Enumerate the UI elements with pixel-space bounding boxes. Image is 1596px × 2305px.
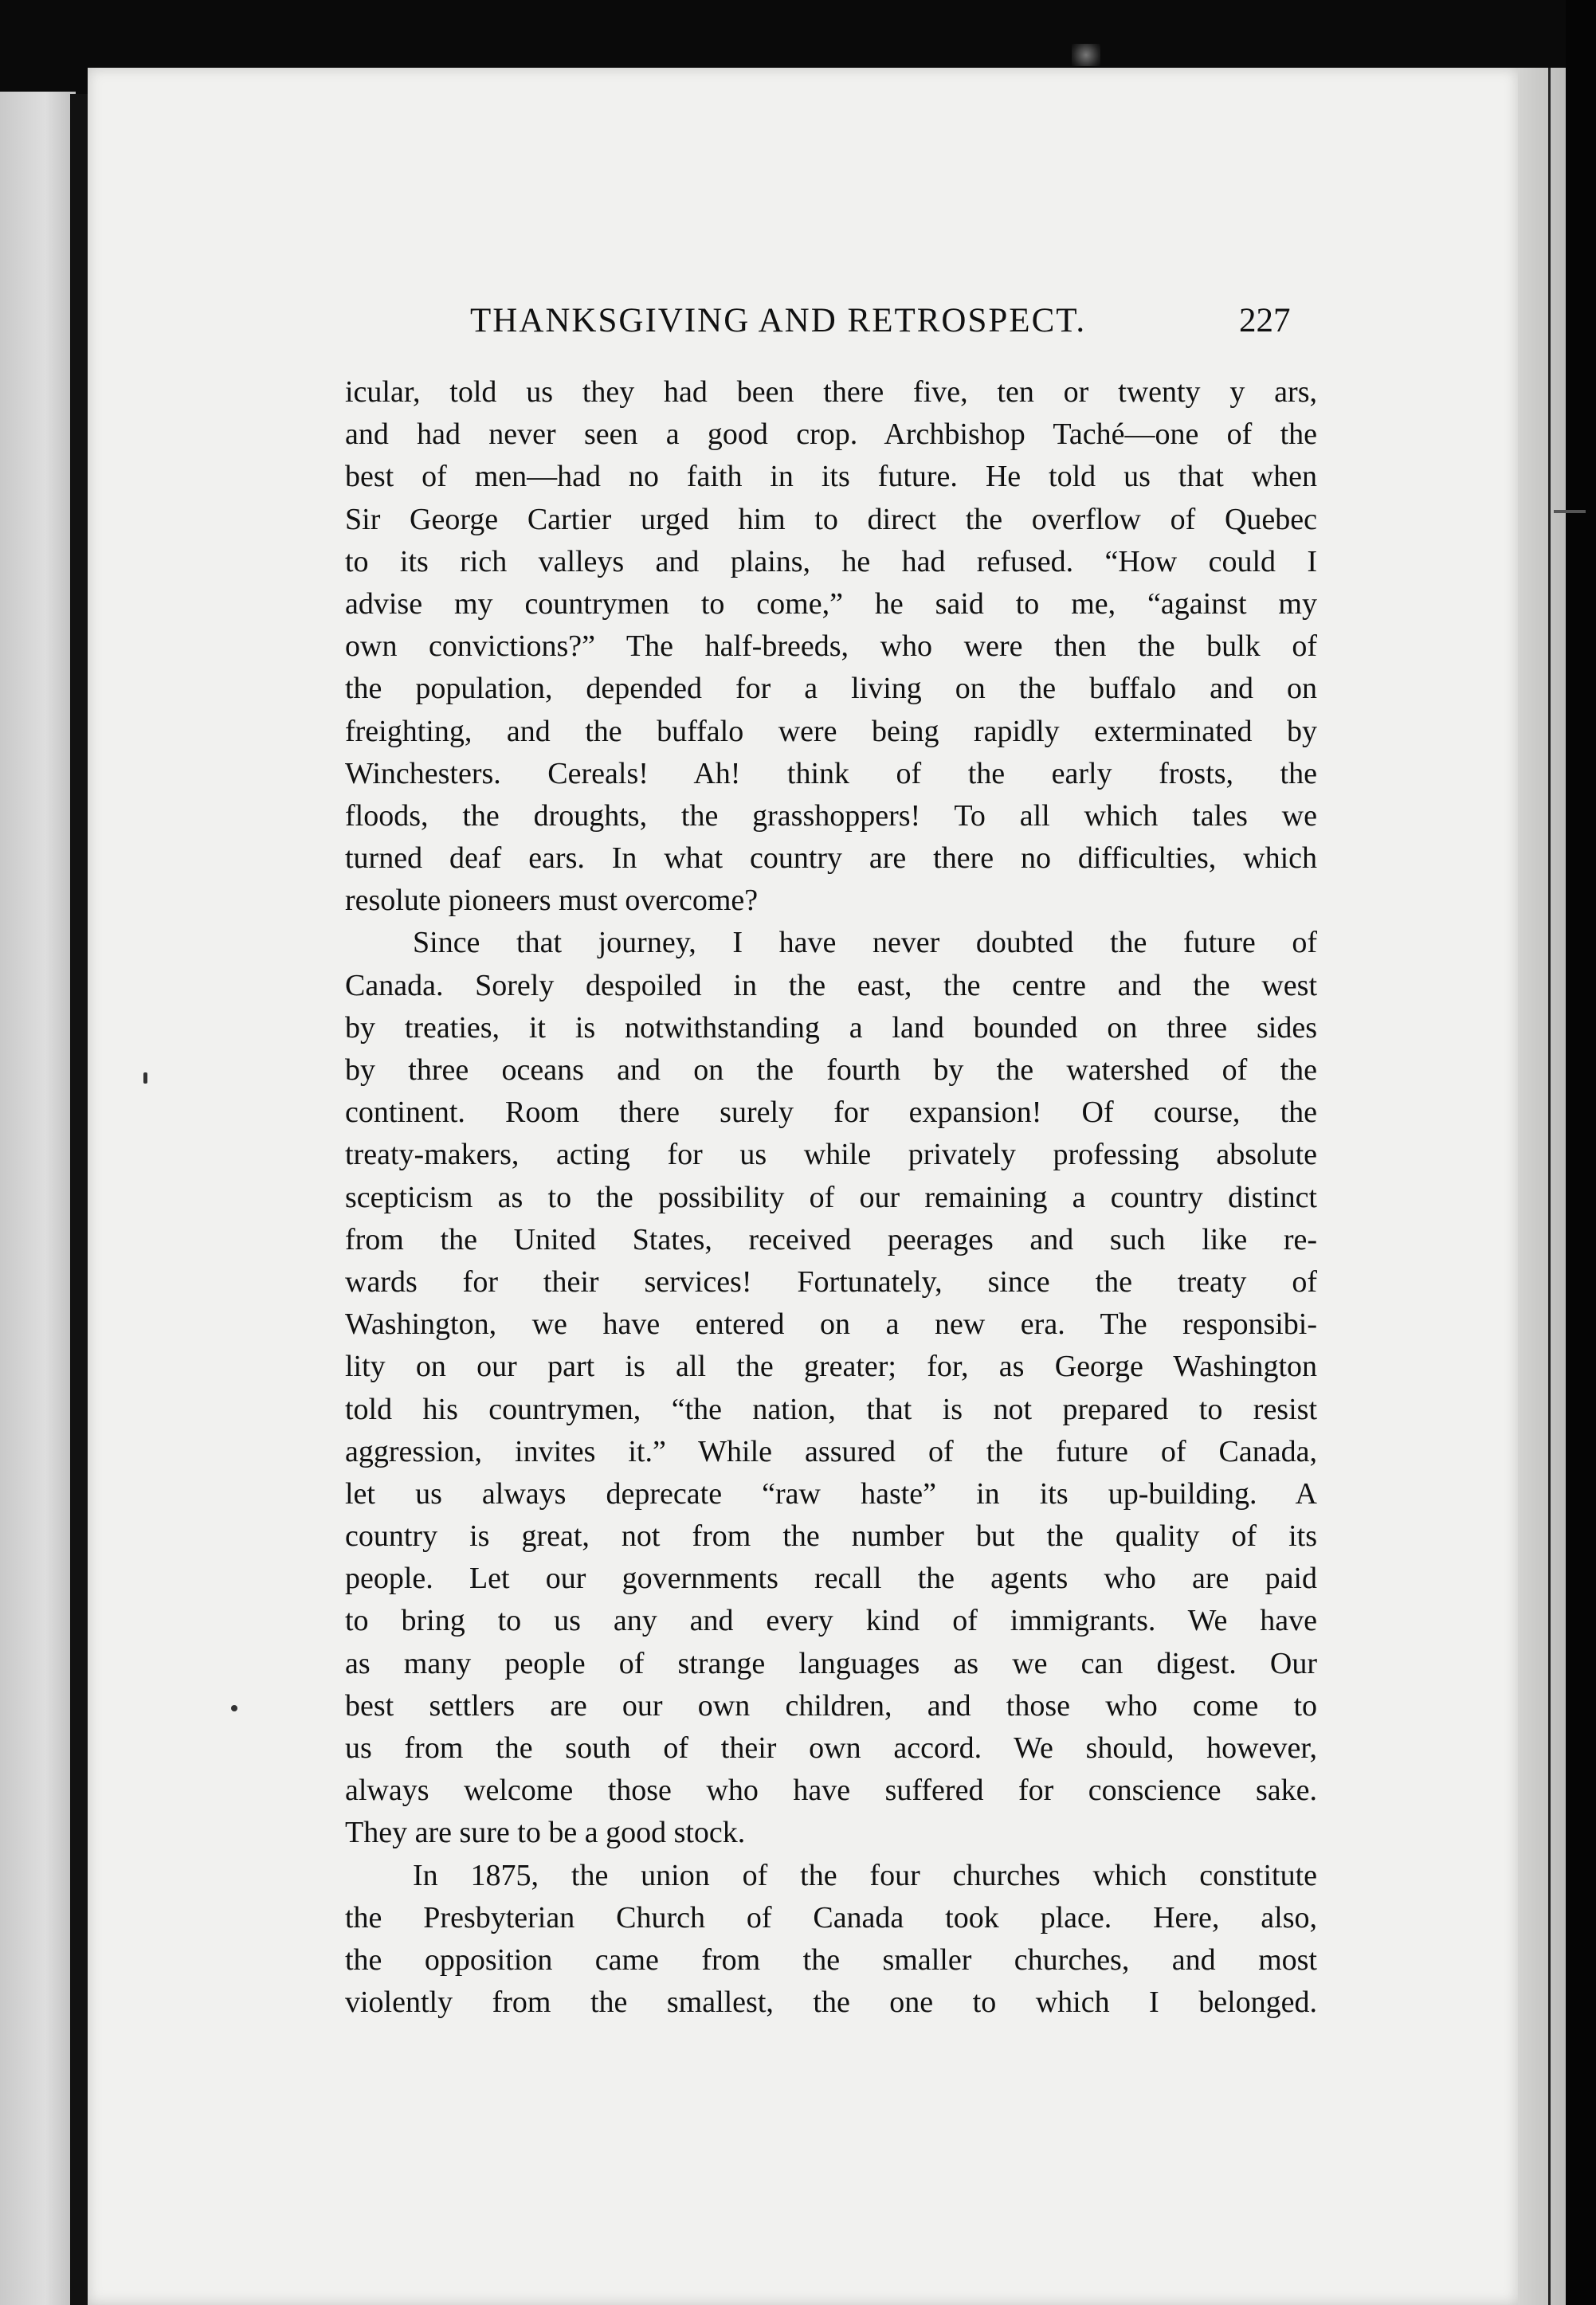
body-text <box>345 371 1317 2024</box>
page-border-line <box>1548 68 1551 2305</box>
text-line: violently from the smallest, the one to which I belonged. <box>345 1986 1317 2020</box>
running-head: THANKSGIVING AND RETROSPECT. <box>470 302 1087 339</box>
text-line: treaty-makers, acting for us while privately professing absolute <box>345 1138 1317 1172</box>
scan-smudge <box>1072 44 1100 66</box>
text-line: us from the south of their own accord. We should, however, <box>345 1731 1317 1765</box>
text-line: by treaties, it is notwithstanding a land bounded on three sides <box>345 1010 1317 1045</box>
text-line: always welcome those who have suffered for conscience sake. <box>345 1774 1317 1808</box>
text-line: wards for their services! Fortunately, since the treaty of <box>345 1264 1317 1299</box>
text-line: and had never seen a good crop. Archbishop Taché—one of the <box>345 417 1317 452</box>
text-line: to bring to us any and every kind of immigrants. We have <box>345 1604 1317 1638</box>
page-edge-right <box>1518 68 1566 2305</box>
scan-speck <box>143 1072 147 1084</box>
page-number: 227 <box>1239 302 1291 339</box>
text-line: lity on our part is all the greater; for, as George Washington <box>345 1350 1317 1384</box>
text-line: the Presbyterian Church of Canada took place. Here, also, <box>345 1900 1317 1935</box>
text-line: the population, depended for a living on the buffalo and on <box>345 672 1317 706</box>
text-line: floods, the droughts, the grasshoppers! To all which tales we <box>345 798 1317 833</box>
scan-mark <box>1554 510 1586 513</box>
text-line: as many people of strange languages as we can digest. Our <box>345 1646 1317 1680</box>
text-line: best of men—had no faith in its future. He told us that when <box>345 460 1317 494</box>
text-line: resolute pioneers must overcome? <box>345 884 759 918</box>
text-line: own convictions?” The half-breeds, who were then the bulk of <box>345 629 1317 664</box>
text-line: to its rich valleys and plains, he had refused. “How could I <box>345 544 1317 578</box>
text-line: icular, told us they had been there five, ten or twenty y ars, <box>345 375 1317 409</box>
text-line: by three oceans and on the fourth by the watershed of the <box>345 1053 1317 1087</box>
text-line: continent. Room there surely for expansion! Of course, the <box>345 1096 1317 1130</box>
text-line: let us always deprecate “raw haste” in its up-building. A <box>345 1476 1317 1511</box>
facing-page-edge <box>0 92 76 2305</box>
text-line: scepticism as to the possibility of our remaining a country distinct <box>345 1180 1317 1214</box>
text-line: country is great, not from the number but the quality of its <box>345 1519 1317 1554</box>
text-line: told his countrymen, “the nation, that is not prepared to resist <box>345 1392 1317 1426</box>
text-line: the opposition came from the smaller churches, and most <box>345 1942 1317 1977</box>
scan-speck <box>231 1705 237 1711</box>
paragraph-first-line: In 1875, the union of the four churches which constitute <box>413 1858 1317 1892</box>
text-line: freighting, and the buffalo were being rapidly exterminated by <box>345 714 1317 748</box>
paragraph-first-line: Since that journey, I have never doubted the future of <box>413 926 1317 960</box>
text-line: Winchesters. Cereals! Ah! think of the early frosts, the <box>345 756 1317 790</box>
text-line: from the United States, received peerages and such like re- <box>345 1222 1317 1256</box>
text-line: They are sure to be a good stock. <box>345 1816 746 1850</box>
text-line: best settlers are our own children, and those who come to <box>345 1688 1317 1723</box>
text-line: people. Let our governments recall the agents who are paid <box>345 1562 1317 1596</box>
book-gutter <box>70 94 88 2305</box>
text-line: Canada. Sorely despoiled in the east, the centre and the west <box>345 968 1317 1002</box>
text-line: turned deaf ears. In what country are there no difficulties, which <box>345 841 1317 876</box>
text-line: advise my countrymen to come,” he said to me, “against my <box>345 586 1317 621</box>
scan-dark-margin <box>1566 0 1596 2305</box>
text-line: Washington, we have entered on a new era. The responsibi- <box>345 1307 1317 1342</box>
text-line: Sir George Cartier urged him to direct the overflow of Quebec <box>345 502 1317 536</box>
text-line: aggression, invites it.” While assured of the future of Canada, <box>345 1434 1317 1468</box>
